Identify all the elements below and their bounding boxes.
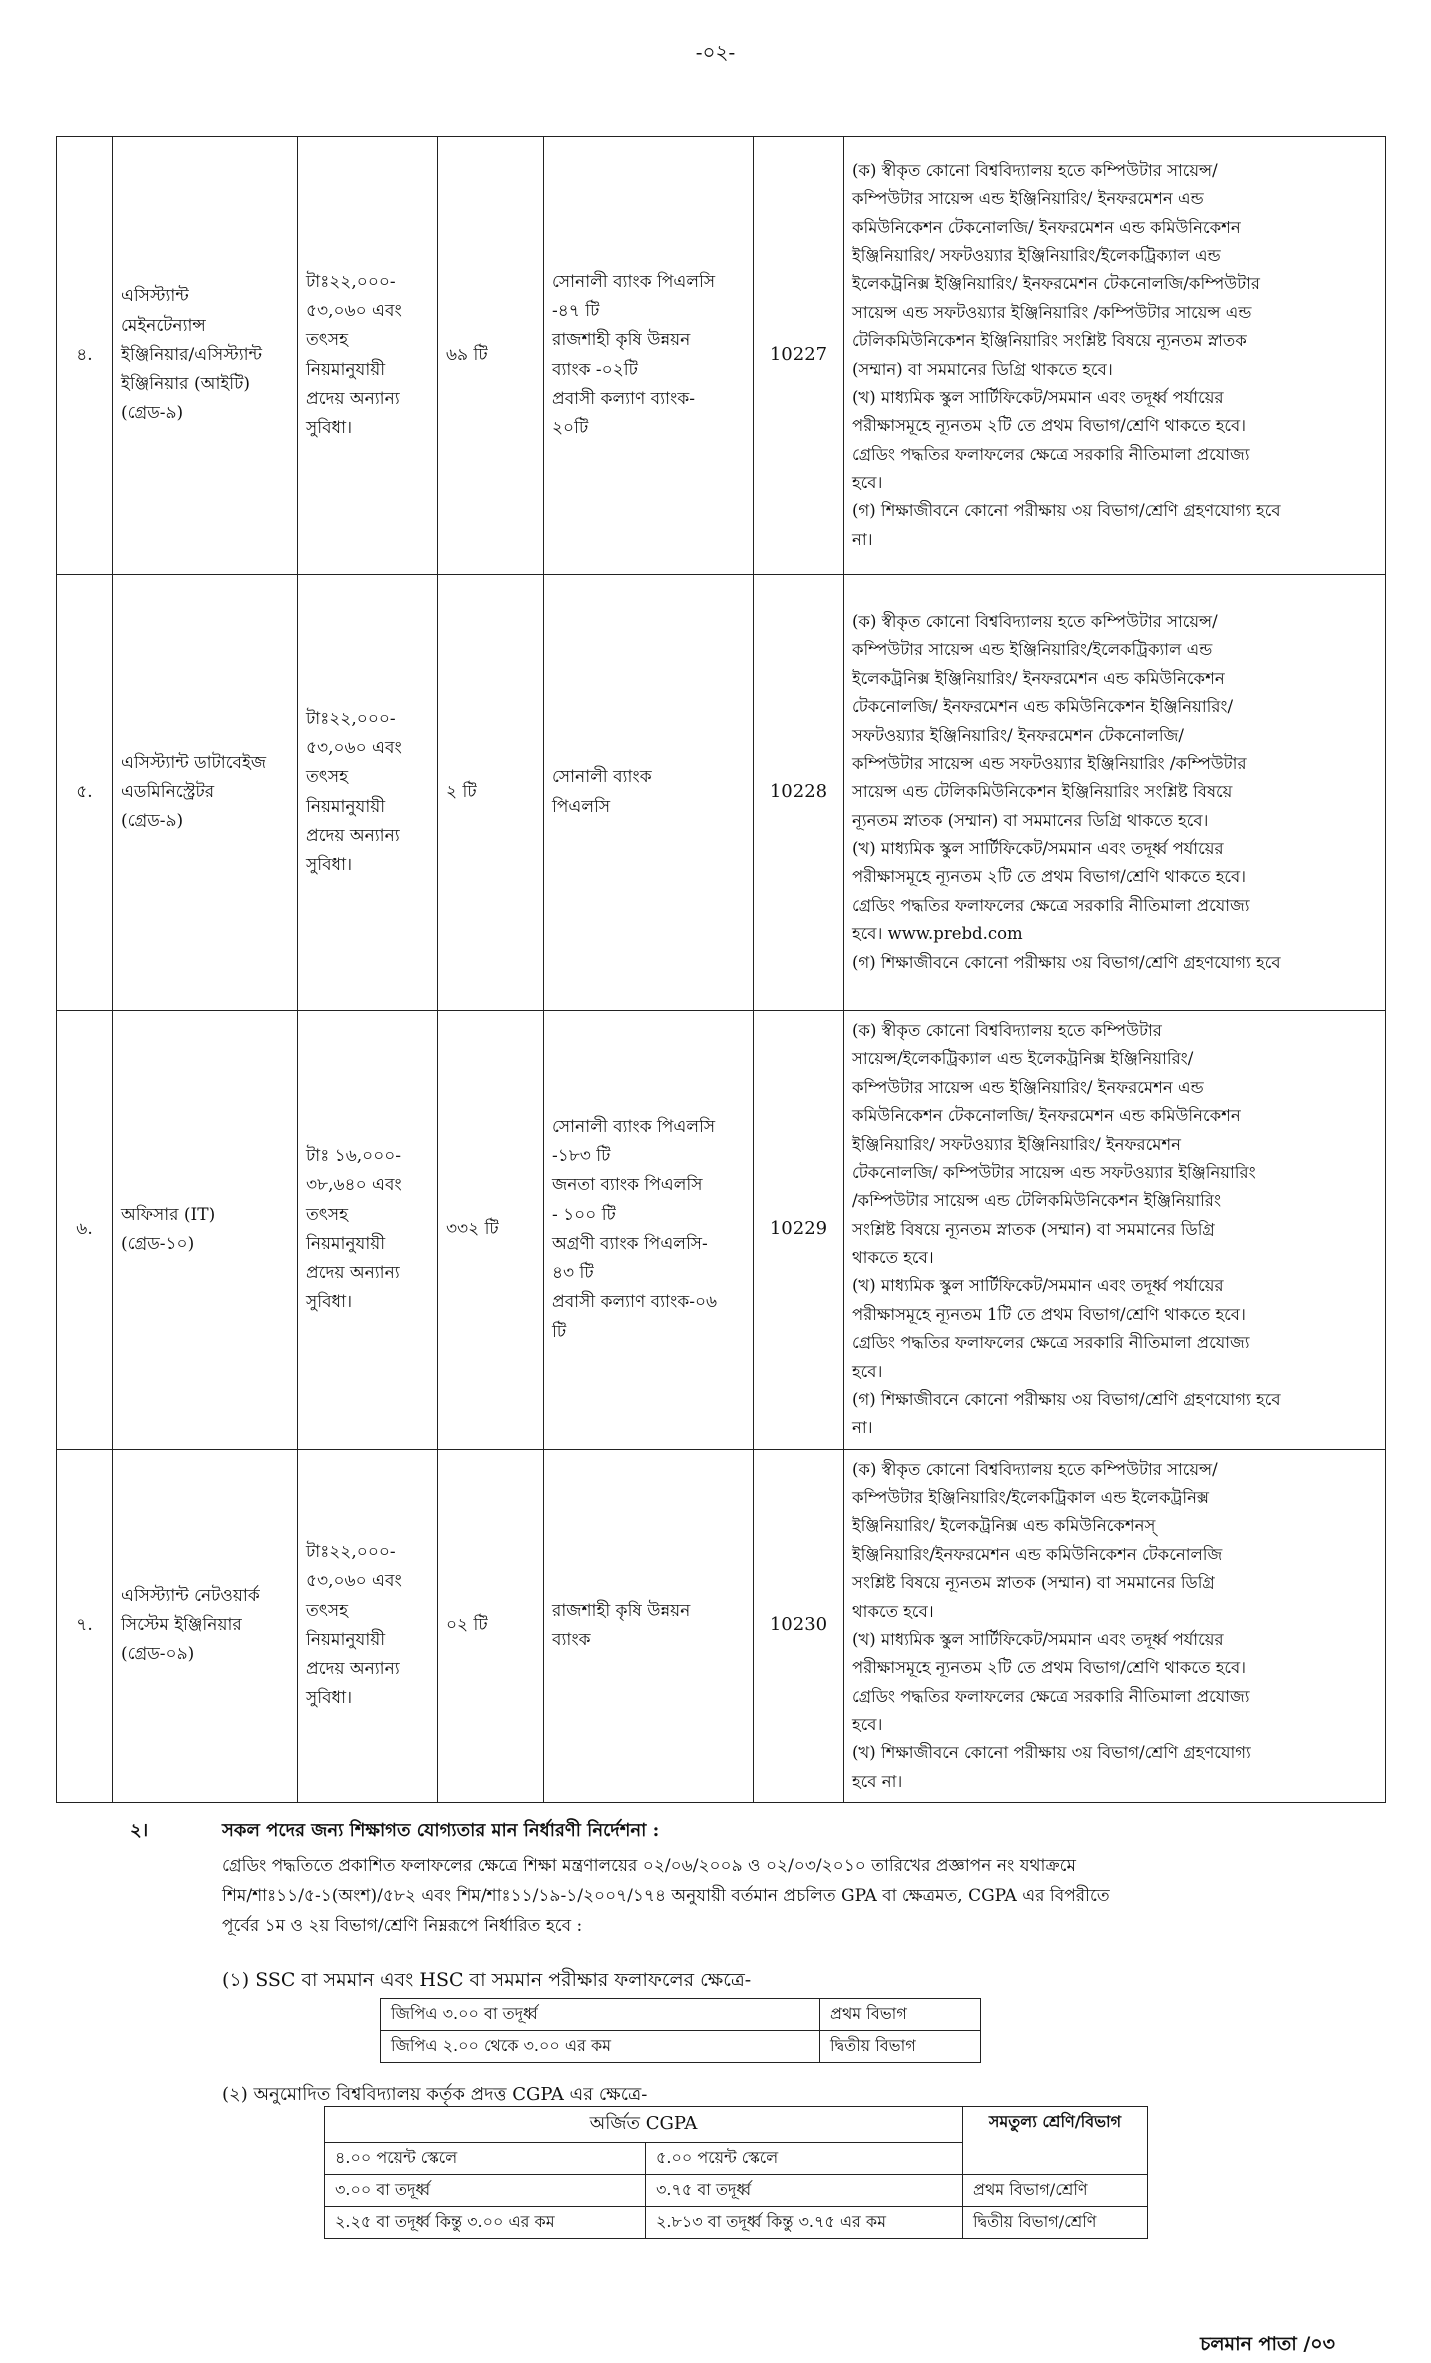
salary-cell (298, 1449, 438, 1803)
text-line: হবে। (852, 1361, 883, 1381)
text-line: তৎসহ নিয়মানুযায়ী (306, 1600, 386, 1650)
text-line: পরীক্ষাসমূহে ন্যূনতম ২টি তে প্রথম বিভাগ/শ্রেণি থাকতে হবে। (852, 416, 1247, 436)
table-row (325, 2107, 1148, 2143)
section-title: সকল পদের জন্য শিক্ষাগত যোগ্যতার মান নির্ধারণী নির্দেশনা : (222, 1820, 660, 1841)
text-line: (গ) শিক্ষাজীবনে কোনো পরীক্ষায় ৩য় বিভাগ/শ্রেণি গ্রহণযোগ্য হবে (852, 501, 1281, 521)
text-line: টি (552, 1321, 567, 1342)
text-line: ইলেকট্রনিক্স ইঞ্জিনিয়ারিং/ ইনফরমেশন টেকনোলজি/কম্পিউটার (852, 274, 1261, 294)
header-cgpa: অর্জিত CGPA (325, 2107, 963, 2143)
serial-cell: ৭. (57, 1449, 113, 1803)
post-name-cell (113, 137, 298, 575)
table-row (325, 2175, 1148, 2207)
text-line: এডমিনিস্ট্রেটর (121, 781, 215, 802)
post-name-cell (113, 575, 298, 1011)
serial-cell: ৫. (57, 575, 113, 1011)
text-line: (গ) শিক্ষাজীবনে কোনো পরীক্ষায় ৩য় বিভাগ/শ্রেণি গ্রহণযোগ্য হবে (852, 952, 1281, 972)
cgpa-table (324, 2106, 1148, 2239)
text-line: -১৮৩ টি (552, 1146, 611, 1167)
text-line: থাকতে হবে। (852, 1248, 934, 1267)
post-count-cell: ৩৩২ টি (438, 1011, 544, 1450)
text-line: সফটওয়্যার ইঞ্জিনিয়ারিং/ ইনফরমেশন টেকনোলজি/ (852, 725, 1184, 745)
text-line: না। (852, 1418, 873, 1438)
text-line: টাঃ২২,০০০- (306, 708, 396, 729)
text-line: থাকতে হবে। (852, 1601, 934, 1621)
text-line: এসিস্ট্যান্ট (121, 286, 189, 307)
text-line: মেইনটেন্যান্স (121, 315, 206, 336)
text-line: (ক) স্বীকৃত কোনো বিশ্ববিদ্যালয় হতে কম্পিউটার সায়েন্স/ (852, 160, 1218, 180)
bank-cell (544, 1011, 754, 1450)
text-line: অফিসার (IT) (121, 1204, 216, 1225)
text-line: ২০টি (552, 417, 589, 438)
text-line: ৩৮,৬৪০ এবং (306, 1175, 402, 1196)
text-line: সুবিধা। (306, 1292, 353, 1313)
text-line: টেকনোলজি/ কম্পিউটার সায়েন্স এন্ড সফটওয়্যার ইঞ্জিনিয়ারিং (852, 1162, 1256, 1182)
text-line: টাঃ২২,০০০- (306, 271, 396, 292)
requirement-cell (844, 575, 1386, 1011)
post-code-cell: 10227 (754, 137, 844, 575)
post-count-cell: ০২ টি (438, 1449, 544, 1803)
bank-cell (544, 1449, 754, 1803)
text-line: গ্রেডিং পদ্ধতির ফলাফলের ক্ষেত্রে সরকারি নীতিমালা প্রযোজ্য (852, 895, 1250, 915)
text-line: ইঞ্জিনিয়ারিং/ইনফরমেশন এন্ড কমিউনিকেশন টেকনোলজি (852, 1544, 1223, 1564)
text-line: প্রবাসী কল্যাণ ব্যাংক-০৬ (552, 1292, 718, 1313)
text-line: প্রদেয় অন্যান্য (306, 1659, 400, 1680)
text-line: কম্পিউটার ইঞ্জিনিয়ারিং/ইলেকট্রিকাল এন্ড ইলেকট্রনিক্স (852, 1488, 1210, 1507)
text-line: রাজশাহী কৃষি উন্নয়ন (552, 330, 691, 351)
text-line: সায়েন্স এন্ড সফটওয়্যার ইঞ্জিনিয়ারিং /কম্পিউটার সায়েন্স এন্ড (852, 302, 1252, 322)
bank-cell (544, 575, 754, 1011)
salary-cell (298, 575, 438, 1011)
text-line: না। (852, 529, 873, 549)
text-line: গ্রেডিং পদ্ধতির ফলাফলের ক্ষেত্রে সরকারি নীতিমালা প্রযোজ্য (852, 444, 1250, 464)
table-row (381, 1999, 981, 2031)
cgpa-subheading: (২) অনুমোদিত বিশ্ববিদ্যালয় কর্তৃক প্রদত্ত CGPA এর ক্ষেত্রে- (222, 2084, 648, 2105)
serial-cell: ৬. (57, 1011, 113, 1450)
text-line: - ১০০ টি (552, 1204, 616, 1225)
salary-cell (298, 1011, 438, 1450)
text-line: কম্পিউটার সায়েন্স এন্ড ইঞ্জিনিয়ারিং/ইলেকট্রিক্যাল এন্ড (852, 640, 1213, 660)
post-name-cell (113, 1449, 298, 1803)
text-line: পূর্বের ১ম ও ২য় বিভাগ/শ্রেণি নিম্নরূপে নির্ধারিত হবে : (222, 1915, 583, 1936)
text-line: ৫৩,০৬০ এবং (306, 1571, 402, 1592)
post-count-cell: ৬৯ টি (438, 137, 544, 575)
text-line: পরীক্ষাসমূহে ন্যূনতম ২টি তে প্রথম বিভাগ/শ্রেণি থাকতে হবে। (852, 1658, 1247, 1678)
text-line: শিম/শাঃ১১/৫-১(অংশ)/৫৮২ এবং শিম/শাঃ১১/১৯-১/২০০৭/১৭৪ অনুযায়ী বর্তমান প্রচলিত GPA বা ক্ষেত্রমত, CGPA এর বিপরীতে (222, 1885, 1110, 1906)
text-line: ৪৩ টি (552, 1263, 594, 1284)
text-line: কম্পিউটার সায়েন্স এন্ড সফটওয়্যার ইঞ্জিনিয়ারিং /কম্পিউটার (852, 753, 1247, 773)
text-line: (খ) শিক্ষাজীবনে কোনো পরীক্ষায় ৩য় বিভাগ/শ্রেণি গ্রহণযোগ্য (852, 1743, 1251, 1763)
text-line: ৫৩,০৬০ এবং (306, 738, 402, 759)
text-line: টেকনোলজি/ ইনফরমেশন এন্ড কমিউনিকেশন ইঞ্জিনিয়ারিং/ (852, 697, 1234, 717)
text-line: ব্যাংক (552, 1629, 591, 1650)
text-line: প্রদেয় অন্যান্য (306, 388, 400, 409)
text-line: গ্রেডিং পদ্ধতির ফলাফলের ক্ষেত্রে সরকারি নীতিমালা প্রযোজ্য (852, 1686, 1250, 1706)
text-line: সোনালী ব্যাংক পিএলসি (552, 271, 716, 292)
text-line: হবে। (852, 1715, 883, 1734)
text-line: পরীক্ষাসমূহে ন্যূনতম 1টি তে প্রথম বিভাগ/শ্রেণি থাকতে হবে। (852, 1304, 1246, 1324)
equiv-cell: প্রথম বিভাগ/শ্রেণি (963, 2175, 1148, 2207)
text-line: সায়েন্স এন্ড টেলিকমিউনিকেশন ইঞ্জিনিয়ারিং সংশ্লিষ্ট বিষয়ে (852, 782, 1233, 802)
text-line: তৎসহ নিয়মানুযায়ী (306, 330, 386, 380)
table-row (381, 2031, 981, 2063)
text-line: (খ) মাধ্যমিক স্কুল সার্টিফিকেট/সমমান এবং তদূর্ধ্ব পর্যায়ের (852, 1629, 1224, 1649)
text-line: (গ্রেড-০৯) (121, 1644, 195, 1665)
text-line: ব্যাংক -০২টি (552, 359, 638, 380)
text-line: (গ্রেড-৯) (121, 811, 184, 832)
table-row (57, 1449, 1386, 1803)
equiv-cell: দ্বিতীয় বিভাগ/শ্রেণি (963, 2207, 1148, 2239)
text-line: ইঞ্জিনিয়ারিং/ সফটওয়্যার ইঞ্জিনিয়ারিং/ইলেকট্রিক্যাল এন্ড (852, 246, 1221, 265)
text-line: কম্পিউটার সায়েন্স এন্ড ইঞ্জিনিয়ারিং/ ইনফরমেশন এন্ড (852, 1077, 1204, 1097)
text-line: হবে। www.prebd.com (852, 924, 1023, 944)
text-line: ইলেকট্রনিক্স ইঞ্জিনিয়ারিং/ ইনফরমেশন এন্ড কমিউনিকেশন (852, 668, 1225, 688)
serial-cell: ৪. (57, 137, 113, 575)
text-line: সোনালী ব্যাংক (552, 767, 652, 788)
text-line: গ্রেডিং পদ্ধতিতে প্রকাশিত ফলাফলের ক্ষেত্রে শিক্ষা মন্ত্রণালয়ের ০২/০৬/২০০৯ ও ০২/০৩/২০১০ তারিখের প্রজ্ঞাপন নং যথাক্রমে (222, 1856, 1076, 1876)
scale4-header: ৪.০০ পয়েন্ট স্কেলে (325, 2143, 646, 2175)
text-line: এসিস্ট্যান্ট ডাটাবেইজ (121, 752, 267, 773)
text-line: (ক) স্বীকৃত কোনো বিশ্ববিদ্যালয় হতে কম্পিউটার (852, 1021, 1162, 1040)
continued-page-note: চলমান পাতা /০৩ (1200, 2333, 1335, 2355)
text-line: সায়েন্স/ইলেকট্রিক্যাল এন্ড ইলেকট্রনিক্স ইঞ্জিনিয়ারিং/ (852, 1049, 1194, 1069)
grading-paragraph (222, 1852, 1312, 1941)
page-number: -০২- (695, 40, 736, 64)
text-line: (খ) মাধ্যমিক স্কুল সার্টিফিকেট/সমমান এবং তদূর্ধ্ব পর্যায়ের (852, 1276, 1224, 1296)
division-cell: দ্বিতীয় বিভাগ (820, 2031, 981, 2063)
cgpa5-cell: ২.৮১৩ বা তদূর্ধ্ব কিন্তু ৩.৭৫ এর কম (646, 2207, 963, 2239)
post-name-cell (113, 1011, 298, 1450)
text-line: এসিস্ট্যান্ট নেটওয়ার্ক (121, 1586, 260, 1607)
text-line: (ক) স্বীকৃত কোনো বিশ্ববিদ্যালয় হতে কম্পিউটার সায়েন্স/ (852, 1459, 1218, 1479)
text-line: ইঞ্জিনিয়ারিং/ ইলেকট্রনিক্স এন্ড কমিউনিকেশনস্ (852, 1516, 1156, 1536)
table-row (57, 575, 1386, 1011)
post-code-cell: 10228 (754, 575, 844, 1011)
post-count-cell: ২ টি (438, 575, 544, 1011)
text-line: তৎসহ নিয়মানুযায়ী (306, 1204, 386, 1254)
cgpa5-cell: ৩.৭৫ বা তদূর্ধ্ব (646, 2175, 963, 2207)
text-line: সুবিধা। (306, 854, 353, 875)
requirement-cell (844, 1011, 1386, 1450)
ssc-hsc-subheading: (১) SSC বা সমমান এবং HSC বা সমমান পরীক্ষার ফলাফলের ক্ষেত্রে- (222, 1969, 752, 1991)
text-line: ইঞ্জিনিয়ার/এসিস্ট্যান্ট (121, 344, 262, 365)
text-line: জনতা ব্যাংক পিএলসি (552, 1175, 703, 1196)
text-line: -৪৭ টি (552, 301, 600, 322)
text-line: প্রবাসী কল্যাণ ব্যাংক- (552, 388, 695, 409)
division-cell: প্রথম বিভাগ (820, 1999, 981, 2031)
text-line: কমিউনিকেশন টেকনোলজি/ ইনফরমেশন এন্ড কমিউনিকেশন (852, 217, 1241, 237)
text-line: সুবিধা। (306, 1688, 353, 1709)
gpa-table (380, 1998, 981, 2063)
posts-table (56, 136, 1386, 1803)
text-line: তৎসহ নিয়মানুযায়ী (306, 767, 386, 817)
text-line: ইঞ্জিনিয়ারিং/ সফটওয়্যার ইঞ্জিনিয়ারিং/ ইনফরমেশন (852, 1134, 1182, 1154)
text-line: সিস্টেম ইঞ্জিনিয়ার (121, 1615, 242, 1636)
post-code-cell: 10230 (754, 1449, 844, 1803)
text-line: (ক) স্বীকৃত কোনো বিশ্ববিদ্যালয় হতে কম্পিউটার সায়েন্স/ (852, 612, 1218, 632)
cgpa4-cell: ২.২৫ বা তদূর্ধ্ব কিন্তু ৩.০০ এর কম (325, 2207, 646, 2239)
table-row (57, 137, 1386, 575)
section-number: ২। (130, 1820, 149, 1841)
table-row (325, 2207, 1148, 2239)
text-line: হবে না। (852, 1771, 903, 1791)
cgpa4-cell: ৩.০০ বা তদূর্ধ্ব (325, 2175, 646, 2207)
text-line: সুবিধা। (306, 417, 353, 438)
gpa-range-cell: জিপিএ ২.০০ থেকে ৩.০০ এর কম (381, 2031, 820, 2063)
requirement-cell (844, 1449, 1386, 1803)
text-line: কমিউনিকেশন টেকনোলজি/ ইনফরমেশন এন্ড কমিউনিকেশন (852, 1106, 1241, 1126)
text-line: ন্যূনতম স্নাতক (সম্মান) বা সমমানের ডিগ্রি থাকতে হবে। (852, 810, 1209, 830)
text-line: রাজশাহী কৃষি উন্নয়ন (552, 1600, 691, 1621)
text-line: (গ্রেড-৯) (121, 403, 184, 424)
text-line: কম্পিউটার সায়েন্স এন্ড ইঞ্জিনিয়ারিং/ ইনফরমেশন এন্ড (852, 189, 1204, 209)
text-line: (খ) মাধ্যমিক স্কুল সার্টিফিকেট/সমমান এবং তদূর্ধ্ব পর্যায়ের (852, 839, 1224, 859)
text-line: (গ্রেড-১০) (121, 1233, 195, 1254)
gpa-range-cell: জিপিএ ৩.০০ বা তদূর্ধ্ব (381, 1999, 820, 2031)
text-line: /কম্পিউটার সায়েন্স এন্ড টেলিকমিউনিকেশন ইঞ্জিনিয়ারিং (852, 1191, 1222, 1211)
header-equiv: সমতুল্য শ্রেণি/বিভাগ (963, 2107, 1148, 2175)
text-line: টেলিকমিউনিকেশন ইঞ্জিনিয়ারিং সংশ্লিষ্ট বিষয়ে ন্যূনতম স্নাতক (852, 331, 1247, 351)
text-line: গ্রেডিং পদ্ধতির ফলাফলের ক্ষেত্রে সরকারি নীতিমালা প্রযোজ্য (852, 1333, 1250, 1353)
text-line: সোনালী ব্যাংক পিএলসি (552, 1116, 716, 1137)
scale5-header: ৫.০০ পয়েন্ট স্কেলে (646, 2143, 963, 2175)
bank-cell (544, 137, 754, 575)
text-line: সংশ্লিষ্ট বিষয়ে ন্যূনতম স্নাতক (সম্মান) বা সমমানের ডিগ্রি (852, 1573, 1215, 1593)
text-line: টাঃ ১৬,০০০- (306, 1146, 402, 1167)
text-line: (খ) মাধ্যমিক স্কুল সার্টিফিকেট/সমমান এবং তদূর্ধ্ব পর্যায়ের (852, 387, 1224, 407)
text-line: (সম্মান) বা সমমানের ডিগ্রি থাকতে হবে। (852, 359, 1113, 379)
text-line: পরীক্ষাসমূহে ন্যূনতম ২টি তে প্রথম বিভাগ/শ্রেণি থাকতে হবে। (852, 867, 1247, 887)
text-line: পিএলসি (552, 796, 611, 817)
text-line: হবে। (852, 473, 883, 492)
salary-cell (298, 137, 438, 575)
requirement-cell (844, 137, 1386, 575)
table-row (57, 1011, 1386, 1450)
text-line: প্রদেয় অন্যান্য (306, 1263, 400, 1284)
post-code-cell: 10229 (754, 1011, 844, 1450)
text-line: প্রদেয় অন্যান্য (306, 825, 400, 846)
text-line: টাঃ২২,০০০- (306, 1542, 396, 1563)
text-line: ৫৩,০৬০ এবং (306, 301, 402, 322)
text-line: (গ) শিক্ষাজীবনে কোনো পরীক্ষায় ৩য় বিভাগ/শ্রেণি গ্রহণযোগ্য হবে (852, 1389, 1281, 1409)
text-line: ইঞ্জিনিয়ার (আইটি) (121, 374, 251, 395)
text-line: অগ্রণী ব্যাংক পিএলসি- (552, 1233, 708, 1254)
text-line: সংশ্লিষ্ট বিষয়ে ন্যূনতম স্নাতক (সম্মান) বা সমমানের ডিগ্রি (852, 1219, 1215, 1239)
